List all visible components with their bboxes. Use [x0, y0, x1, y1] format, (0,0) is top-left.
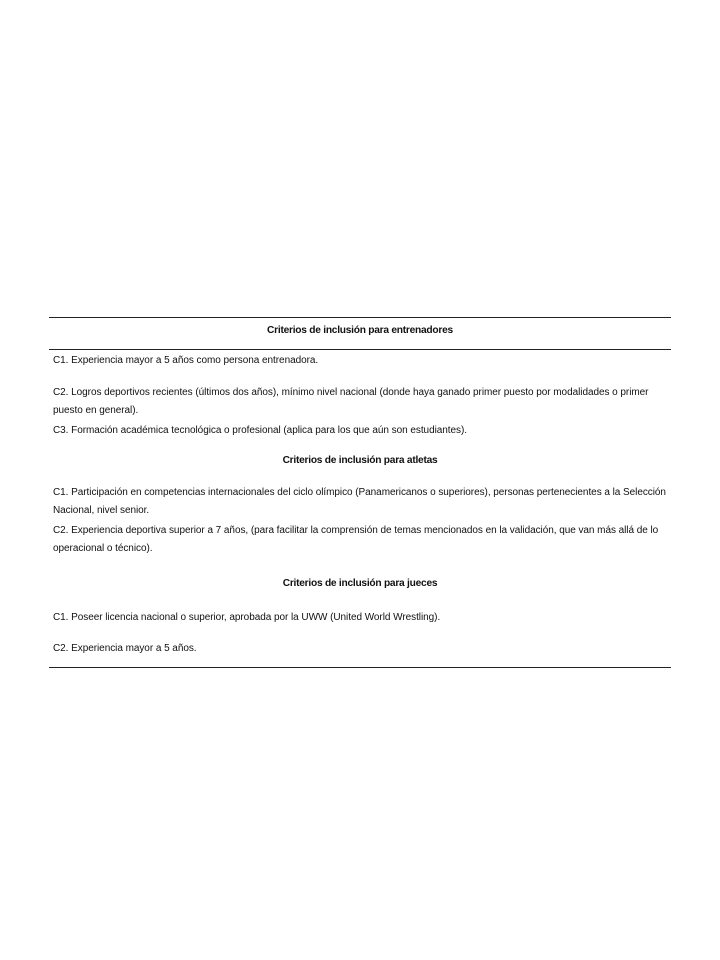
coaches-criterion-1: C1. Experiencia mayor a 5 años como persona entrenadora. — [53, 355, 319, 366]
table-bottom-rule — [49, 667, 671, 668]
judges-criterion-2: C2. Experiencia mayor a 5 años. — [53, 643, 197, 654]
table-top-rule — [49, 317, 671, 318]
coaches-criterion-3: C3. Formación académica tecnológica o profesional (aplica para los que aún son estudiantes). — [53, 425, 467, 436]
coaches-heading: Criterios de inclusión para entrenadores — [267, 325, 453, 336]
header-divider-rule — [49, 349, 671, 350]
athletes-criterion-1: C1. Participación en competencias internacionales del ciclo olímpico (Panamericanos o superiores), personas pertenecientes a la Selección Nacional, nivel senior. — [53, 487, 666, 516]
coaches-criterion-2: C2. Logros deportivos recientes (últimos dos años), mínimo nivel nacional (donde haya ganado primer puesto por modalidades o primer puesto en general). — [53, 387, 649, 416]
athletes-heading: Criterios de inclusión para atletas — [282, 455, 438, 466]
athletes-criterion-2: C2. Experiencia deportiva superior a 7 años, (para facilitar la comprensión de temas mencionados en la validación, que van más allá de lo operacional o técnico). — [53, 525, 659, 554]
inclusion-criteria-table — [49, 317, 671, 668]
judges-heading: Criterios de inclusión para jueces — [282, 578, 438, 589]
judges-criterion-1: C1. Poseer licencia nacional o superior, aprobada por la UWW (United World Wrestling). — [53, 612, 441, 623]
